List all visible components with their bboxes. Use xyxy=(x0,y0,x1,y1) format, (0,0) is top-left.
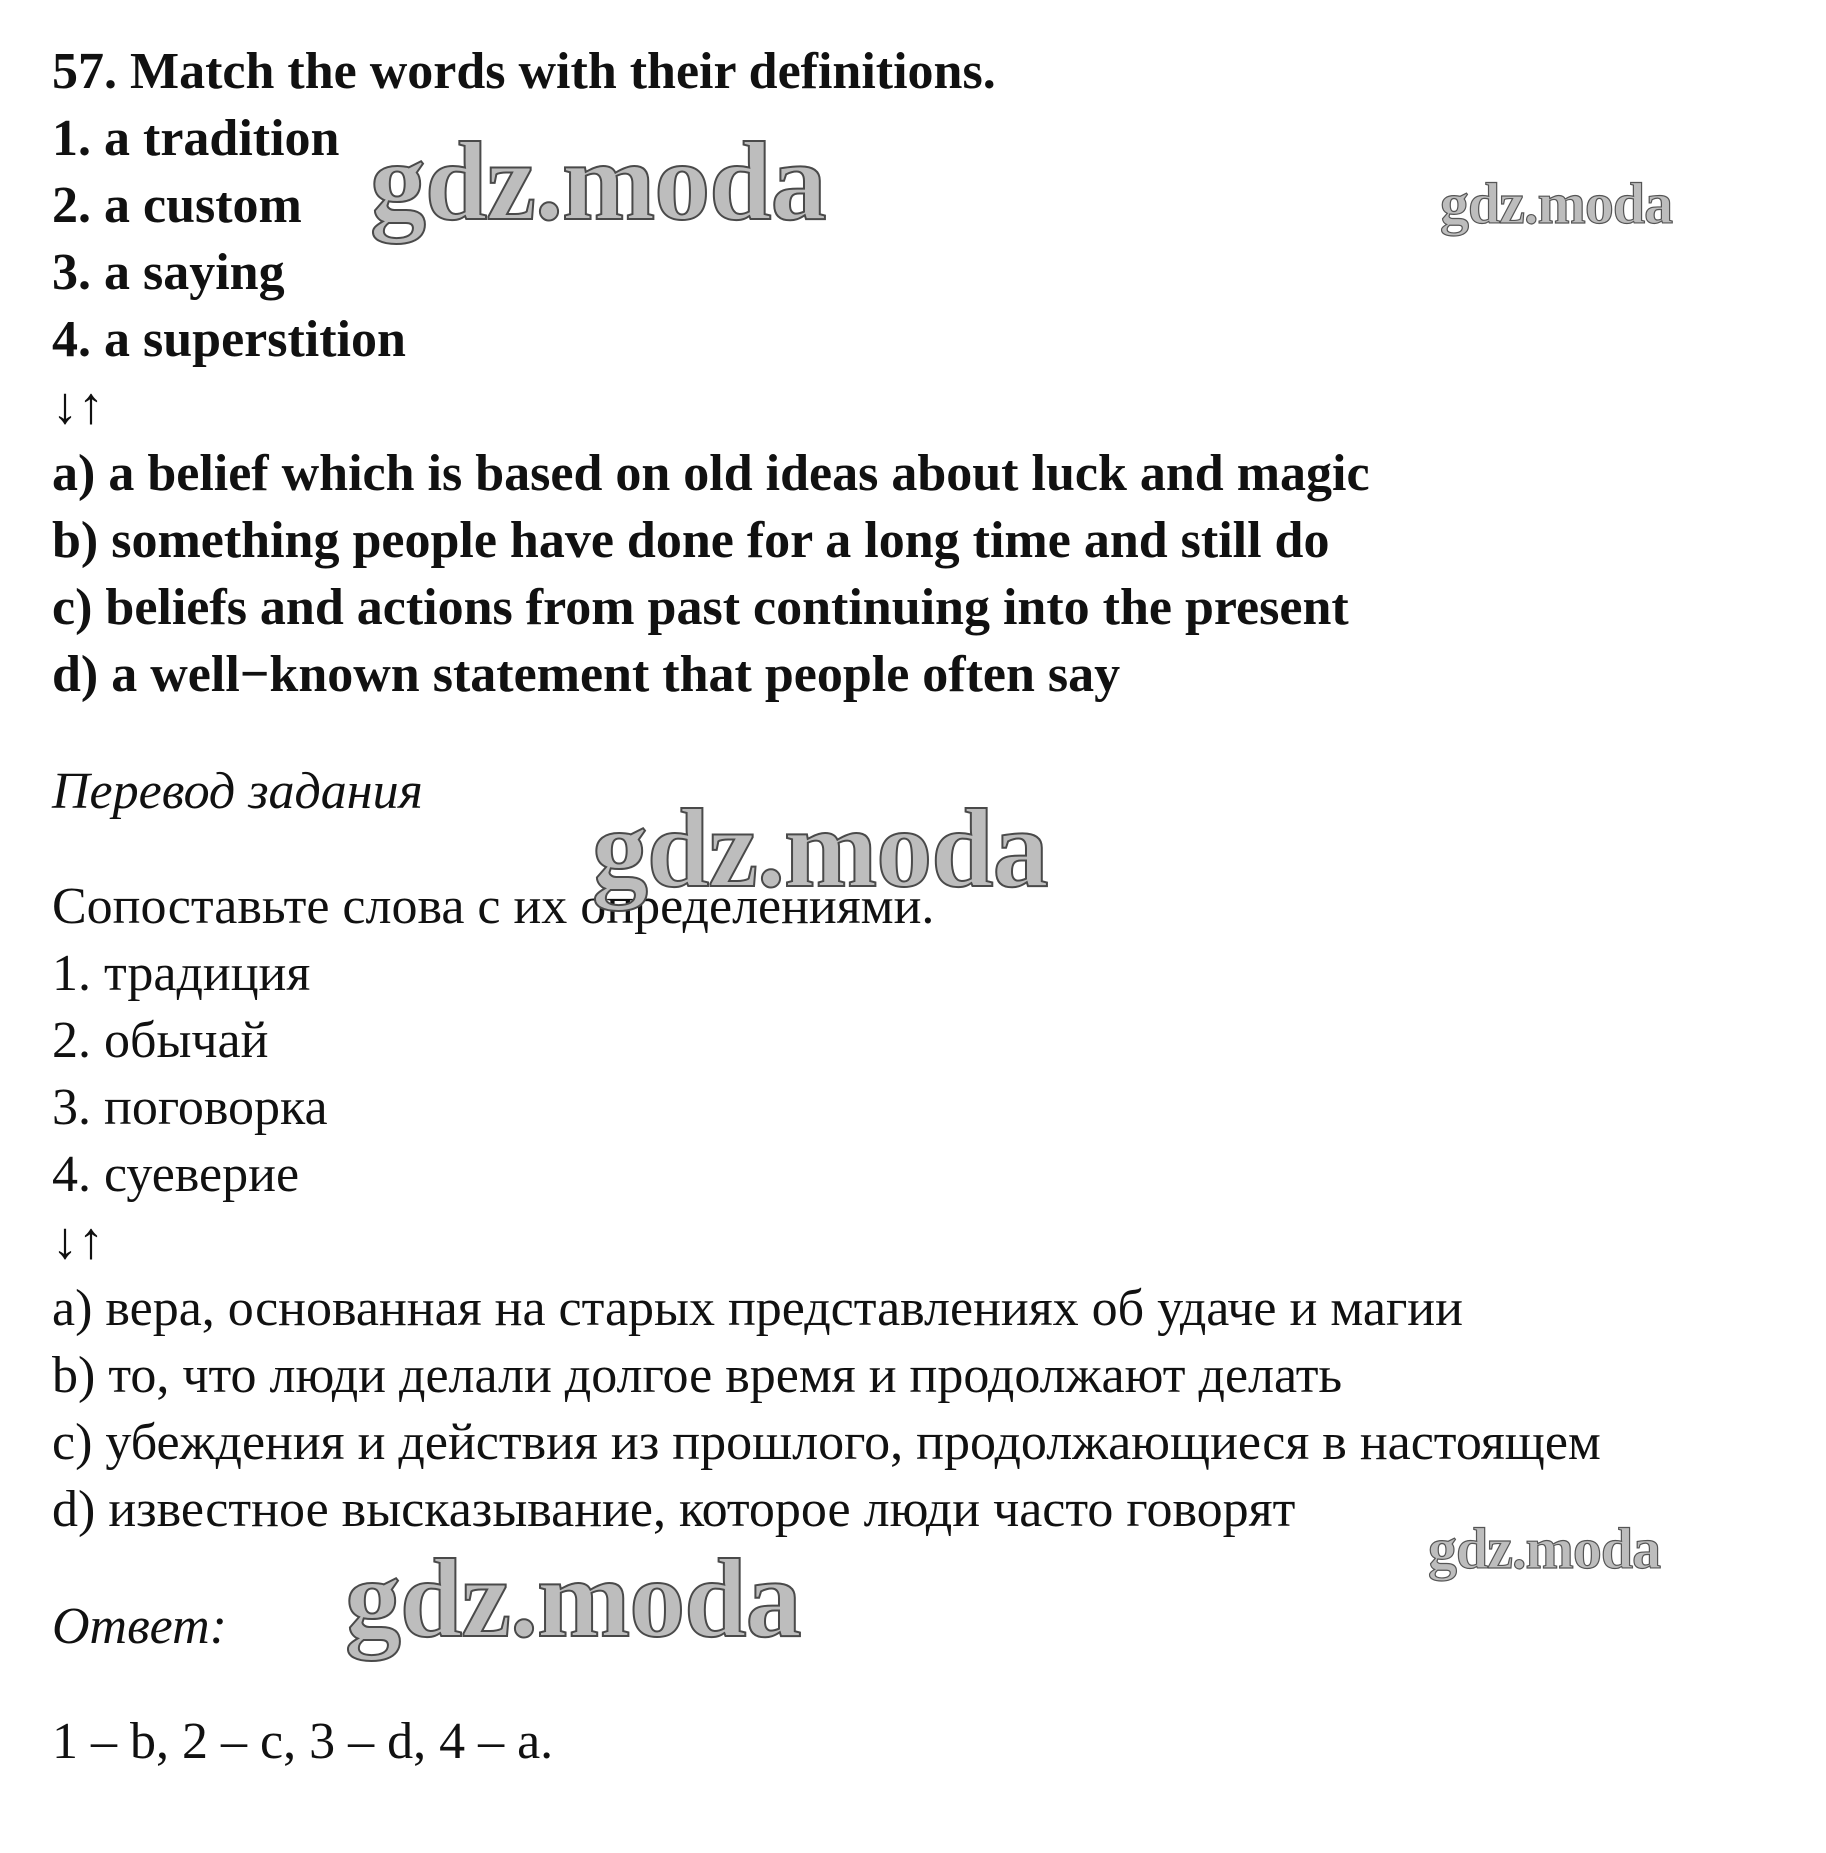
definition-item: a) a belief which is based on old ideas about luck and magic xyxy=(52,445,1370,502)
watermark-logo: gdz.moda xyxy=(1440,171,1673,236)
translation-word-item: 1. традиция xyxy=(52,945,311,1002)
word-item: 2. a custom xyxy=(52,177,302,234)
watermark-logo: gdz.moda xyxy=(592,787,1048,911)
document-page xyxy=(52,38,1812,1775)
word-item: 4. a superstition xyxy=(52,311,406,368)
translation-word-item: 4. суеверие xyxy=(52,1146,300,1203)
watermark-logo: gdz.moda xyxy=(345,1537,801,1661)
translation-definition-item: c) убеждения и действия из прошлого, продолжающиеся в настоящем xyxy=(52,1414,1601,1471)
translation-heading: Сопоставьте слова с их определениями. xyxy=(52,878,935,935)
word-item: 3. a saying xyxy=(52,244,285,301)
watermark-logo: gdz.moda xyxy=(1428,1516,1661,1581)
translation-match-arrows: ↓↑ xyxy=(52,1213,104,1270)
translation-word-item: 3. поговорка xyxy=(52,1079,328,1136)
translation-definition-item: b) то, что люди делали долгое время и продолжают делать xyxy=(52,1347,1343,1404)
translation-definition-item: d) известное высказывание, которое люди часто говорят xyxy=(52,1481,1296,1538)
definition-item: c) beliefs and actions from past continuing into the present xyxy=(52,579,1349,636)
answer-text: 1 – b, 2 – c, 3 – d, 4 – a. xyxy=(52,1713,554,1770)
translation-label: Перевод задания xyxy=(52,763,423,820)
task-heading: 57. Match the words with their definitions. xyxy=(52,43,996,100)
definition-item: d) a well−known statement that people often say xyxy=(52,646,1121,703)
translation-word-item: 2. обычай xyxy=(52,1012,269,1069)
match-arrows: ↓↑ xyxy=(52,378,104,435)
definition-item: b) something people have done for a long time and still do xyxy=(52,512,1330,569)
translation-definition-item: a) вера, основанная на старых представлениях об удаче и магии xyxy=(52,1280,1463,1337)
watermark-logo: gdz.moda xyxy=(370,120,826,244)
answer-label: Ответ: xyxy=(52,1598,227,1655)
word-item: 1. a tradition xyxy=(52,110,340,167)
